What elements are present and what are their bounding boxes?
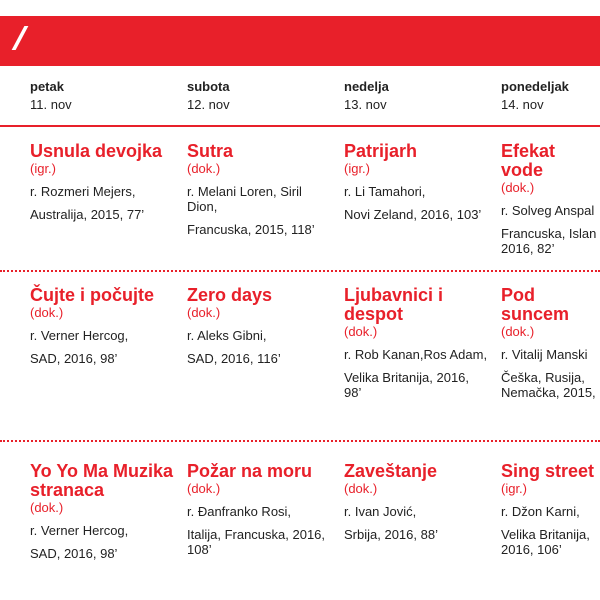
day-date: 11. nov [30, 97, 72, 112]
film-director: r. Đanfranko Rosi, [187, 504, 292, 519]
film-type: (dok.) [30, 500, 64, 515]
day-date: 12. nov [187, 97, 230, 112]
day-header-subota [187, 79, 230, 113]
film-entry [501, 462, 600, 557]
film-title: Patrijarh [344, 141, 418, 161]
film-title: Yo Yo Ma Muzika stranaca [30, 461, 174, 500]
film-entry [344, 462, 489, 542]
film-title: Sing street [501, 461, 595, 481]
day-name: ponedeljak [501, 79, 569, 94]
film-meta: Australija, 2015, 77’ [30, 207, 145, 222]
film-type: (dok.) [187, 161, 221, 176]
film-director: r. Ivan Jović, [344, 504, 417, 519]
day-date: 13. nov [344, 97, 387, 112]
film-title: Zero days [187, 285, 273, 305]
film-title: Efekat vode [501, 141, 556, 180]
day-header-nedelja [344, 79, 389, 113]
film-entry [344, 286, 489, 400]
film-type: (igr.) [30, 161, 56, 176]
header-divider [0, 125, 600, 127]
film-entry [187, 286, 332, 366]
film-title: Pod suncem [501, 285, 570, 324]
film-title: Ljubavnici i despot [344, 285, 444, 324]
film-meta: SAD, 2016, 98’ [30, 351, 118, 366]
film-director: r. Rob Kanan,Ros Adam, [344, 347, 488, 362]
day-date: 14. nov [501, 97, 544, 112]
film-type: (igr.) [344, 161, 370, 176]
film-entry [30, 142, 175, 222]
film-meta: Francuska, Islan 2016, 82’ [501, 226, 597, 256]
film-director: r. Rozmeri Mejers, [30, 184, 136, 199]
film-director: r. Vitalij Manski [501, 347, 588, 362]
film-meta: Češka, Rusija, Nemačka, 2015, [501, 370, 596, 400]
film-meta: Novi Zeland, 2016, 103’ [344, 207, 482, 222]
film-meta: Velika Britanija, 2016, 98’ [344, 370, 470, 400]
row-divider [0, 440, 600, 442]
film-type: (dok.) [501, 180, 535, 195]
day-name: petak [30, 79, 64, 94]
film-type: (dok.) [30, 305, 64, 320]
film-meta: Francuska, 2015, 118’ [187, 222, 315, 237]
film-meta: Srbija, 2016, 88’ [344, 527, 438, 542]
header-bar [0, 16, 600, 66]
day-name: nedelja [344, 79, 389, 94]
day-header-petak [30, 79, 72, 113]
film-title: Usnula devojka [30, 141, 163, 161]
film-director: r. Džon Karni, [501, 504, 580, 519]
film-director: r. Verner Hercog, [30, 328, 129, 343]
slash-icon [12, 26, 29, 50]
film-entry [501, 142, 600, 256]
film-meta: Velika Britanija, 2016, 106’ [501, 527, 590, 557]
film-entry [30, 286, 175, 366]
film-meta: Italija, Francuska, 2016, 108’ [187, 527, 326, 557]
film-type: (igr.) [501, 481, 527, 496]
film-entry [187, 142, 332, 237]
film-entry [344, 142, 489, 222]
film-meta: SAD, 2016, 116’ [187, 351, 281, 366]
day-header-ponedeljak [501, 79, 569, 113]
film-director: r. Solveg Anspal [501, 203, 595, 218]
film-type: (dok.) [344, 481, 378, 496]
film-director: r. Aleks Gibni, [187, 328, 267, 343]
row-divider [0, 270, 600, 272]
film-director: r. Melani Loren, Siril Dion, [187, 184, 302, 214]
film-type: (dok.) [501, 324, 535, 339]
film-title: Zaveštanje [344, 461, 438, 481]
film-entry [30, 462, 175, 561]
film-director: r. Li Tamahori, [344, 184, 426, 199]
film-meta: SAD, 2016, 98’ [30, 546, 118, 561]
film-type: (dok.) [344, 324, 378, 339]
film-director: r. Verner Hercog, [30, 523, 129, 538]
film-title: Sutra [187, 141, 234, 161]
film-entry [187, 462, 332, 557]
film-title: Čujte i počujte [30, 285, 155, 305]
day-name: subota [187, 79, 230, 94]
film-entry [501, 286, 600, 400]
film-type: (dok.) [187, 481, 221, 496]
film-type: (dok.) [187, 305, 221, 320]
film-title: Požar na moru [187, 461, 313, 481]
